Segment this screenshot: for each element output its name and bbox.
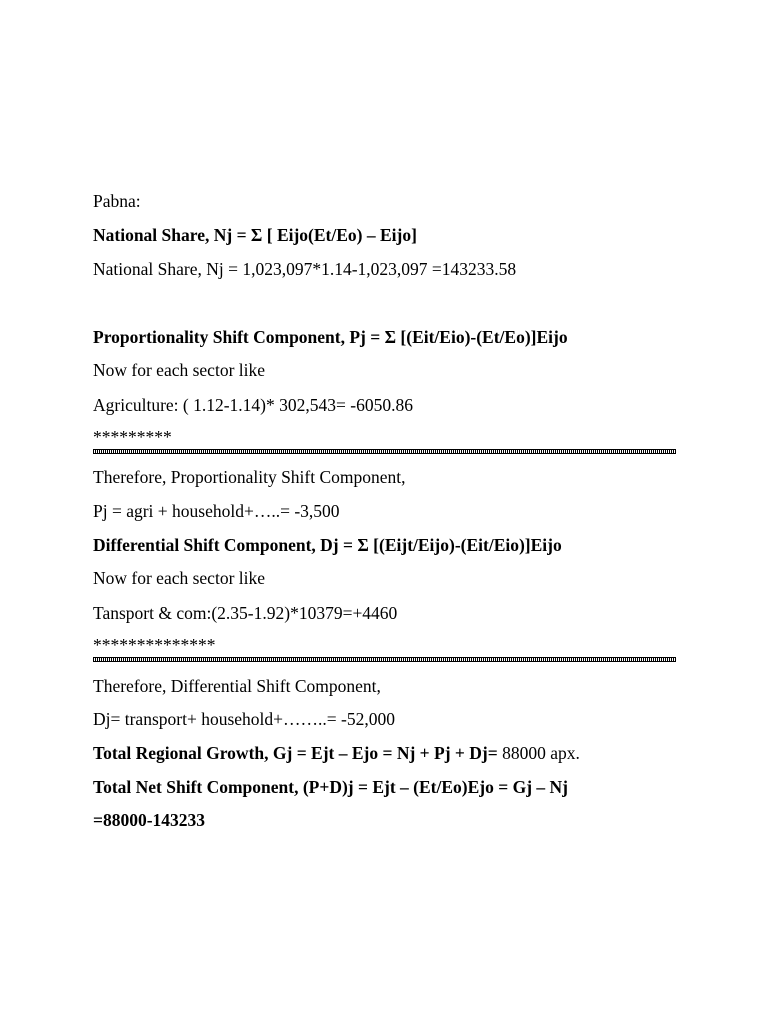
national-share-formula: National Share, Nj = Σ [ Eijo(Et/Eo) – Eijo]: [93, 225, 417, 245]
total-growth-value: 88000 apx.: [497, 743, 580, 763]
proportionality-each-sector: Now for each sector like: [93, 360, 266, 380]
proportionality-result: Pj = agri + household+…..= -3,500: [93, 501, 340, 521]
stars-separator-2: **************: [93, 635, 216, 655]
total-regional-growth: [93, 742, 580, 764]
net-shift-formula: Total Net Shift Component, (P+D)j = Ejt – (Et/Eo)Ejo = Gj – Nj: [93, 777, 569, 797]
differential-each-sector: Now for each sector like: [93, 568, 266, 588]
differential-result: Dj= transport+ household+……..= -52,000: [93, 709, 395, 729]
stars-separator-1: *********: [93, 427, 172, 447]
national-share-calculation: National Share, Nj = 1,023,097*1.14-1,023,097 =143233.58: [93, 259, 517, 279]
differential-therefore: Therefore, Differential Shift Component,: [93, 676, 381, 696]
net-shift-calculation: =88000-143233: [93, 810, 206, 830]
total-growth-formula: Total Regional Growth, Gj = Ejt – Ejo = Nj + Pj + Dj=: [93, 743, 498, 763]
proportionality-formula: Proportionality Shift Component, Pj = Σ [(Eit/Eio)-(Et/Eo)]Eijo: [93, 327, 568, 347]
heading-pabna: Pabna:: [93, 191, 141, 211]
proportionality-agriculture: Agriculture: ( 1.12-1.14)* 302,543= -6050.86: [93, 395, 413, 415]
differential-transport: Tansport & com:(2.35-1.92)*10379=+4460: [93, 603, 398, 623]
horizontal-rule-2: [93, 657, 676, 662]
differential-formula: Differential Shift Component, Dj = Σ [(Eijt/Eijo)-(Eit/Eio)]Eijo: [93, 535, 562, 555]
proportionality-therefore: Therefore, Proportionality Shift Component,: [93, 467, 406, 487]
horizontal-rule-1: [93, 449, 676, 454]
